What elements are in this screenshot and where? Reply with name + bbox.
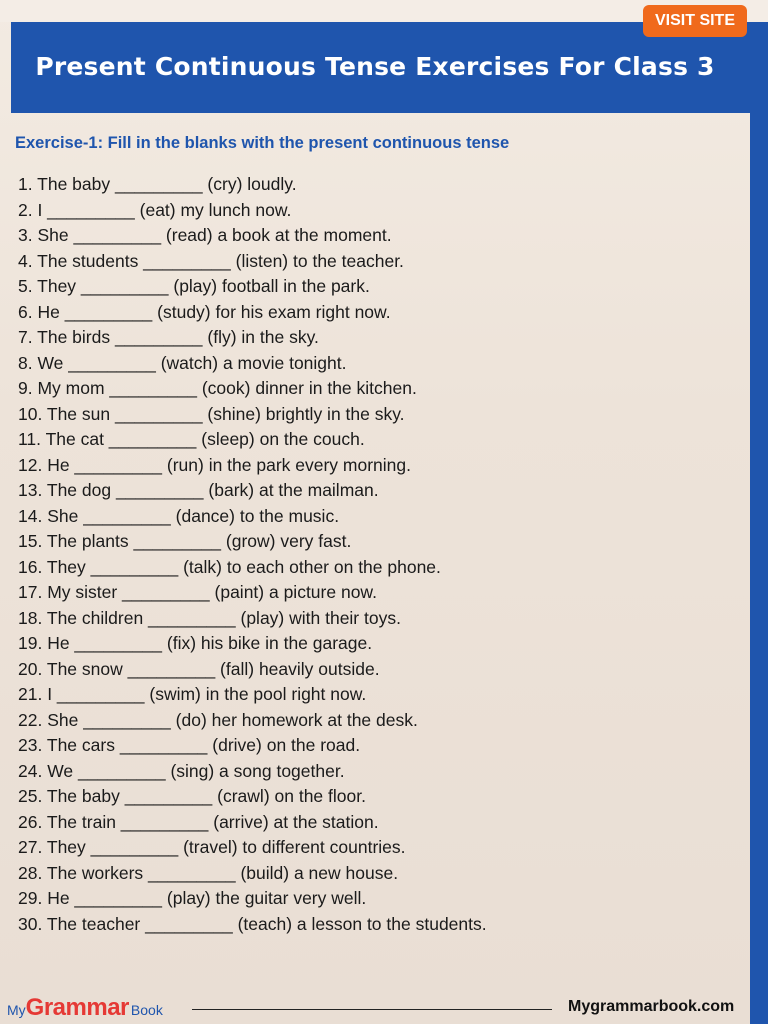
exercise-item: 29. He _________ (play) the guitar very well.	[18, 888, 367, 908]
exercise-item: 28. The workers _________ (build) a new house.	[18, 862, 399, 883]
exercise-item: 16. They _________ (talk) to each other on the phone.	[18, 556, 441, 577]
logo-grammar-text: Grammar	[25, 994, 129, 1021]
page-title: Present Continuous Tense Exercises For Class 3	[35, 52, 715, 81]
exercise-item: 25. The baby _________ (crawl) on the floor.	[18, 786, 366, 806]
logo-my-text: My	[7, 1002, 26, 1018]
exercise-item: 17. My sister _________ (paint) a picture now.	[18, 582, 377, 602]
exercise-item: 12. He _________ (run) in the park every morning.	[18, 454, 412, 475]
exercise-item: 8. We _________ (watch) a movie tonight.	[18, 352, 347, 373]
exercise-item: 14. She _________ (dance) to the music.	[18, 505, 340, 526]
exercise-item: 18. The children _________ (play) with their toys.	[18, 607, 401, 628]
exercise-item: 13. The dog _________ (bark) at the mailman.	[18, 480, 379, 500]
exercise-item: 20. The snow _________ (fall) heavily outside.	[18, 658, 380, 679]
exercise-item: 21. I _________ (swim) in the pool right now.	[18, 684, 367, 704]
visit-site-button[interactable]: VISIT SITE	[643, 5, 747, 37]
exercise-item: 3. She _________ (read) a book at the moment.	[18, 225, 392, 245]
exercise-item: 10. The sun _________ (shine) brightly in the sky.	[18, 403, 405, 424]
right-border-stripe	[750, 112, 768, 1024]
exercise-item: 23. The cars _________ (drive) on the road.	[18, 735, 361, 755]
exercise-title: Exercise-1: Fill in the blanks with the present continuous tense	[15, 134, 510, 152]
exercise-item: 7. The birds _________ (fly) in the sky.	[18, 327, 319, 347]
footer-divider	[192, 1009, 552, 1010]
exercise-item: 9. My mom _________ (cook) dinner in the kitchen.	[18, 378, 417, 398]
footer-logo[interactable]	[7, 994, 163, 1024]
logo-book-text: Book	[130, 1002, 163, 1018]
exercise-item: 27. They _________ (travel) to different countries.	[18, 837, 406, 857]
exercise-item: 24. We _________ (sing) a song together.	[18, 760, 345, 781]
exercise-list	[18, 172, 487, 937]
exercise-item: 15. The plants _________ (grow) very fast.	[18, 531, 352, 551]
exercise-item: 5. They _________ (play) football in the park.	[18, 276, 370, 296]
exercise-item: 11. The cat _________ (sleep) on the couch.	[18, 429, 365, 449]
exercise-item: 22. She _________ (do) her homework at the desk.	[18, 709, 418, 730]
footer-site-link[interactable]: Mygrammarbook.com	[568, 998, 735, 1015]
exercise-item: 19. He _________ (fix) his bike in the garage.	[18, 633, 373, 653]
exercise-item: 4. The students _________ (listen) to the teacher.	[18, 250, 404, 271]
exercise-item: 1. The baby _________ (cry) loudly.	[18, 174, 297, 194]
exercise-item: 26. The train _________ (arrive) at the station.	[18, 811, 379, 832]
exercise-item: 6. He _________ (study) for his exam right now.	[18, 301, 391, 322]
exercise-item: 2. I _________ (eat) my lunch now.	[18, 199, 292, 220]
exercise-item: 30. The teacher _________ (teach) a lesson to the students.	[18, 913, 487, 934]
